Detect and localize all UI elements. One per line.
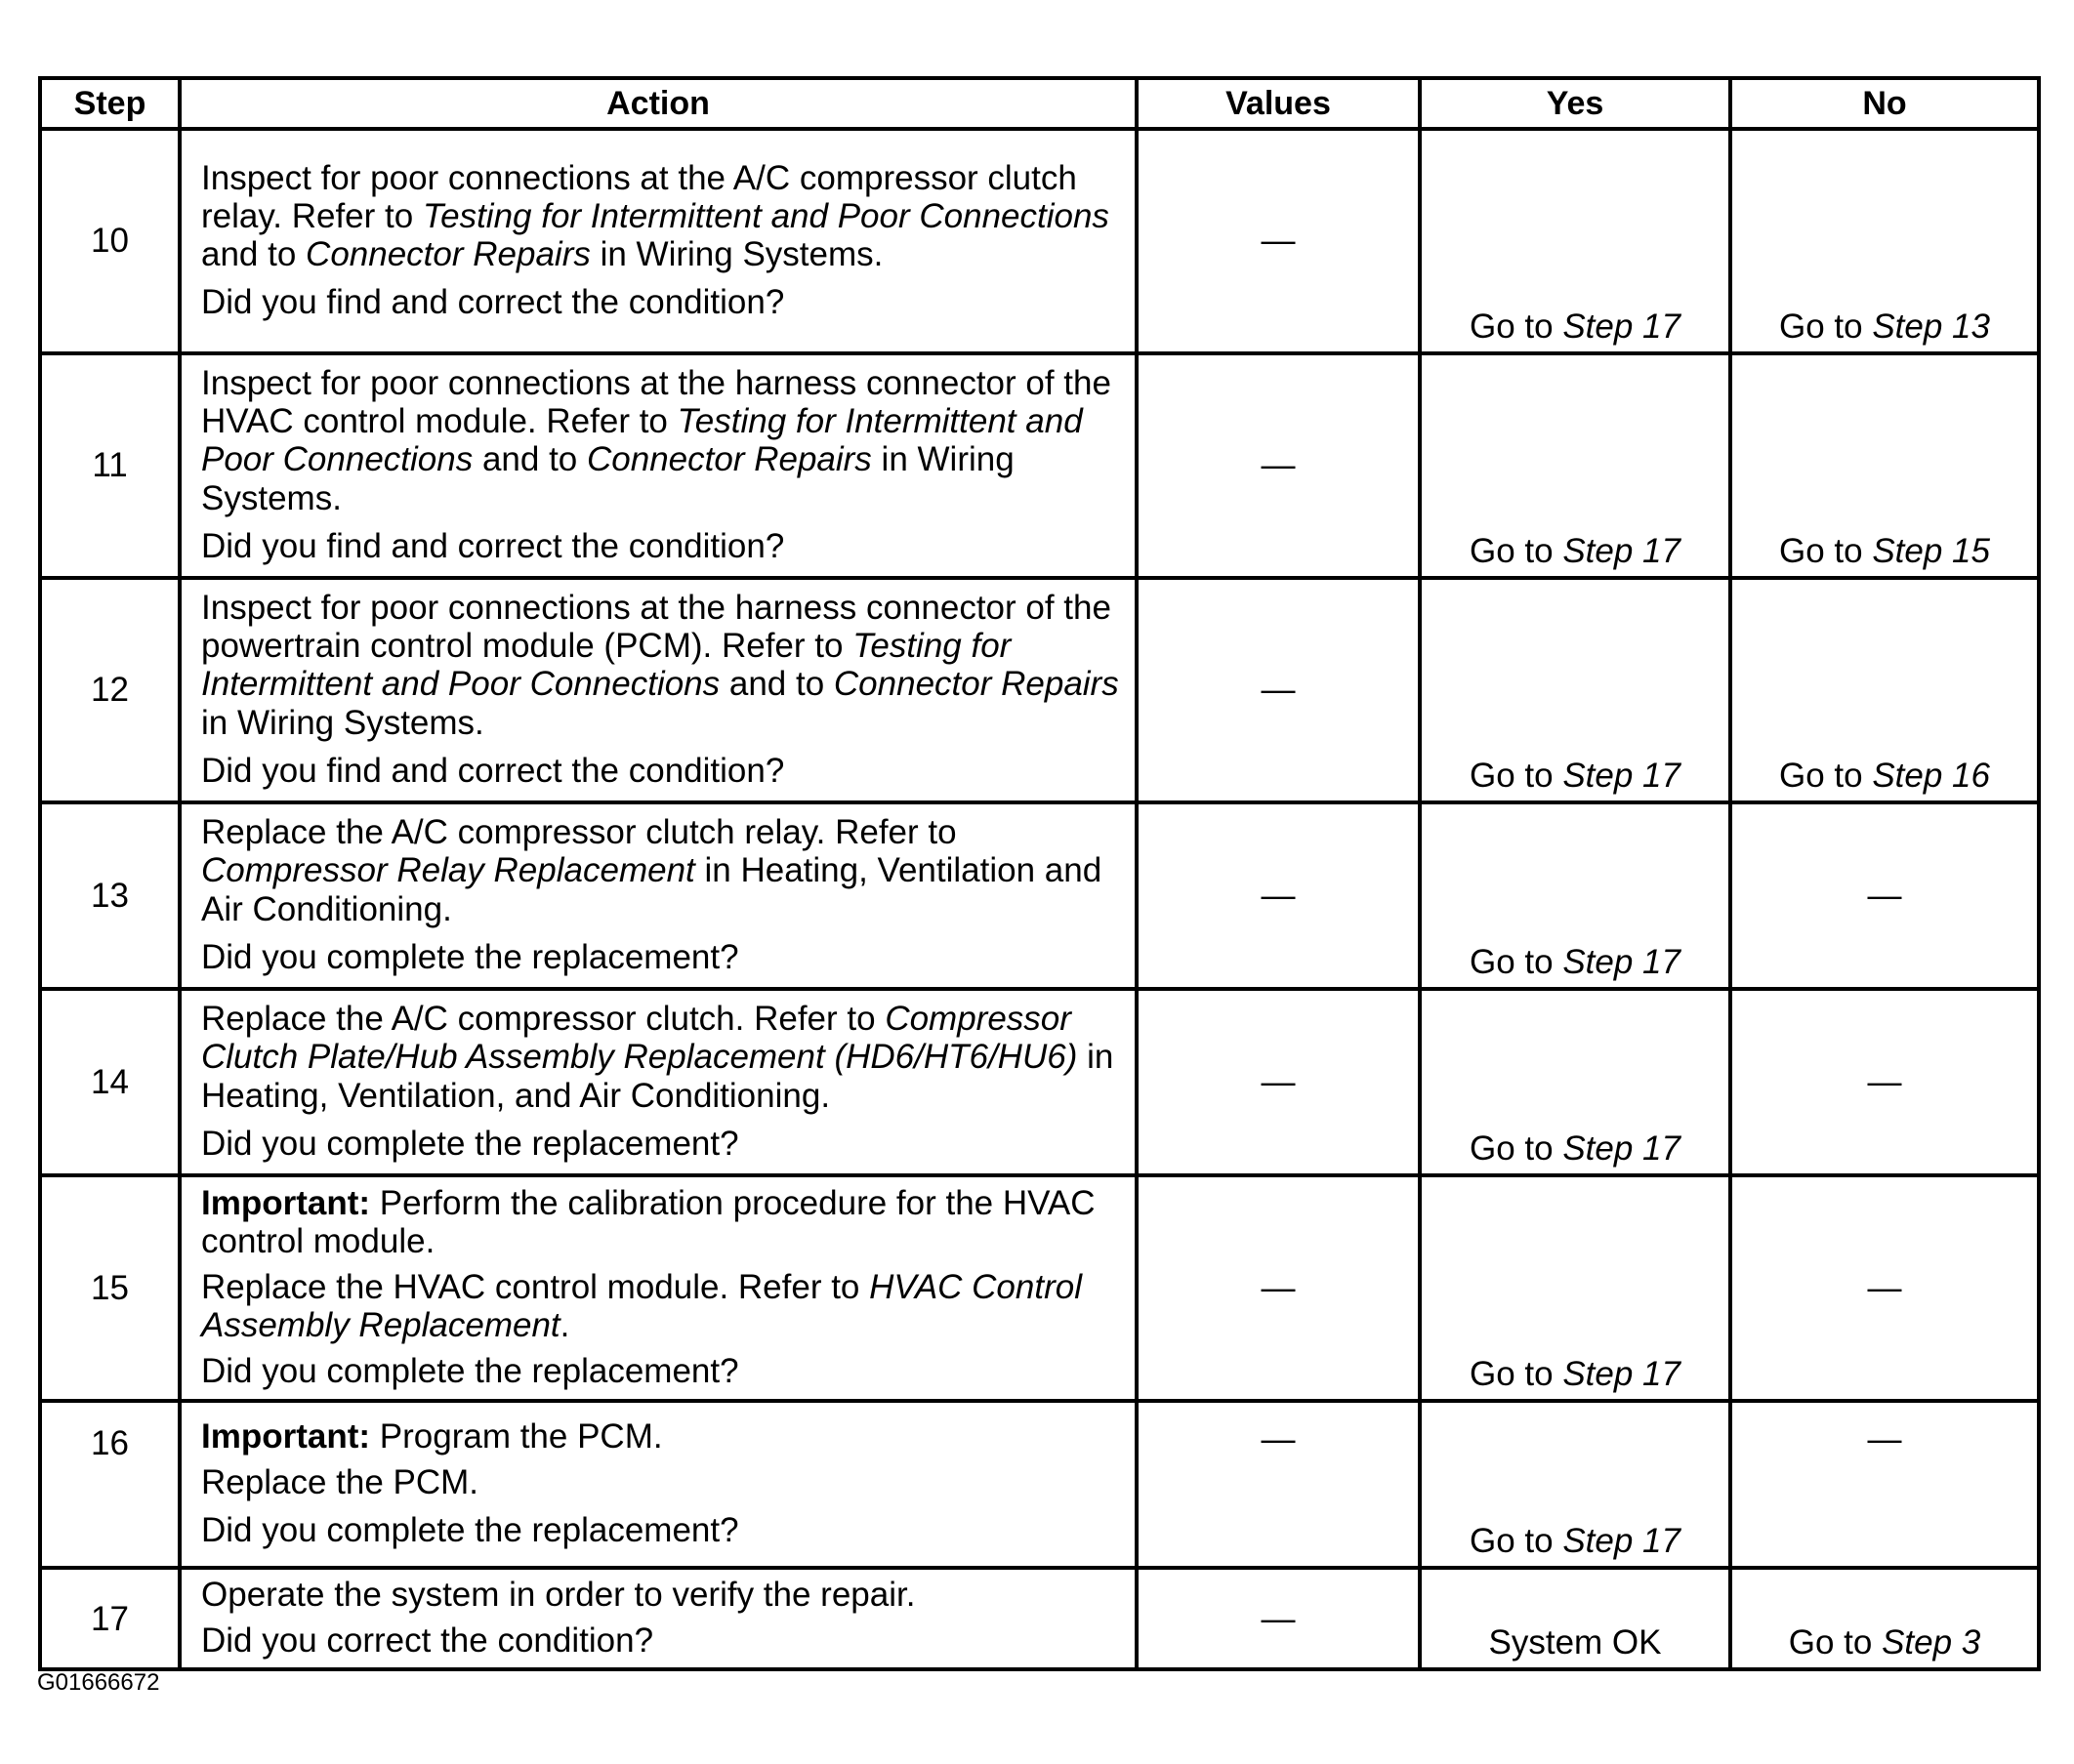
text-run: — (1867, 877, 1902, 916)
no-cell (1730, 1568, 2039, 1669)
header-row (40, 78, 2039, 129)
action-paragraph (201, 1576, 1121, 1614)
reference-text: Compressor Relay Replacement (201, 851, 695, 890)
text-run: Go to (1470, 531, 1563, 570)
text-run: in Wiring Systems. (201, 440, 1015, 517)
text-run: in Heating, Ventilation and Air Conditioning. (201, 851, 1102, 928)
text-run: Replace the PCM. (201, 1462, 479, 1501)
action-paragraph (201, 938, 1121, 976)
text-run: — (1867, 1269, 1902, 1308)
table-body (40, 129, 2039, 1669)
yes-cell (1420, 1175, 1730, 1401)
reference-text: Step 17 (1562, 307, 1680, 346)
text-run: Replace the HVAC control module. Refer to (201, 1267, 870, 1306)
text-run: Did you complete the replacement? (201, 1511, 739, 1550)
text-run: Go to (1470, 942, 1563, 981)
reference-text: Step 3 (1882, 1623, 1981, 1662)
reference-text: Step 15 (1872, 531, 1990, 570)
figure-id: G01666672 (37, 1669, 160, 1696)
no-cell (1730, 1401, 2039, 1568)
action-paragraph (201, 527, 1121, 565)
table-row (40, 129, 2039, 353)
no-cell (1730, 353, 2039, 578)
text-run: Did you find and correct the condition? (201, 526, 785, 565)
no-cell (1730, 802, 2039, 989)
action-paragraph (201, 1621, 1121, 1660)
text-run: Inspect for poor connections at the harness connector of the HVAC control module. Refer to (201, 364, 1111, 441)
text-run: . (560, 1306, 570, 1345)
action-paragraph (201, 752, 1121, 790)
text-run: Inspect for poor connections at the A/C compressor clutch relay. Refer to (201, 158, 1077, 235)
text-run: in Wiring Systems. (590, 235, 884, 273)
values-cell: — (1137, 989, 1420, 1175)
reference-text: HVAC Control Assembly Replacement (201, 1267, 1082, 1345)
reference-text: Testing for Intermittent and Poor Connections (201, 402, 1083, 479)
text-run: Go to (1470, 1128, 1563, 1168)
action-cell (180, 802, 1137, 989)
action-cell (180, 353, 1137, 578)
text-run: Go to (1779, 531, 1873, 570)
action-paragraph (201, 1000, 1121, 1115)
table-row (40, 1568, 2039, 1669)
yes-cell (1420, 802, 1730, 989)
action-paragraph (201, 1268, 1121, 1344)
text-run: Replace the A/C compressor clutch. Refer to (201, 1000, 886, 1039)
table-row (40, 1401, 2039, 1568)
step-number: 12 (40, 578, 180, 802)
text-run: Go to (1470, 307, 1563, 346)
values-cell: — (1137, 353, 1420, 578)
action-paragraph (201, 1417, 1121, 1456)
step-number: 14 (40, 989, 180, 1175)
important-label: Important: (201, 1416, 371, 1456)
values-cell: — (1137, 129, 1420, 353)
text-run: Replace the A/C compressor clutch relay. Refer to (201, 813, 957, 852)
action-paragraph (201, 1511, 1121, 1549)
yes-cell (1420, 1401, 1730, 1568)
text-run: Did you find and correct the condition? (201, 283, 785, 322)
text-run: Perform the calibration procedure for the HVAC control module. (201, 1183, 1096, 1260)
step-number: 10 (40, 129, 180, 353)
action-paragraph (201, 159, 1121, 274)
action-cell (180, 129, 1137, 353)
text-run: in Heating, Ventilation, and Air Conditioning. (201, 1038, 1114, 1115)
values-cell: — (1137, 1175, 1420, 1401)
reference-text: Connector Repairs (587, 440, 872, 479)
step-number: 13 (40, 802, 180, 989)
action-paragraph (201, 1184, 1121, 1260)
action-paragraph (201, 589, 1121, 742)
reference-text: Compressor Clutch Plate/Hub Assembly Replacement (HD6/HT6/HU6) (201, 1000, 1078, 1077)
yes-cell (1420, 1568, 1730, 1669)
table-row (40, 353, 2039, 578)
yes-cell (1420, 989, 1730, 1175)
header-step: Step (40, 78, 180, 129)
text-run: Did you complete the replacement? (201, 1124, 739, 1163)
reference-text: Step 17 (1562, 1128, 1680, 1168)
action-cell (180, 1175, 1137, 1401)
important-label: Important: (201, 1183, 371, 1222)
text-run: and to (473, 440, 587, 479)
text-run: Did you correct the condition? (201, 1621, 654, 1661)
step-number: 17 (40, 1568, 180, 1669)
action-paragraph (201, 813, 1121, 928)
text-run: Go to (1779, 307, 1873, 346)
header-values: Values (1137, 78, 1420, 129)
action-cell (180, 1401, 1137, 1568)
action-cell (180, 1568, 1137, 1669)
no-cell (1730, 1175, 2039, 1401)
reference-text: Step 17 (1562, 756, 1680, 795)
values-cell: — (1137, 802, 1420, 989)
reference-text: Connector Repairs (833, 665, 1119, 704)
diagnostic-table (38, 76, 2041, 1671)
text-run: — (1867, 1063, 1902, 1102)
header-action: Action (180, 78, 1137, 129)
action-paragraph (201, 364, 1121, 517)
header-yes: Yes (1420, 78, 1730, 129)
reference-text: Testing for Intermittent and Poor Connections (201, 627, 1012, 704)
text-run: Operate the system in order to verify the repair. (201, 1576, 916, 1614)
table-row (40, 989, 2039, 1175)
action-cell (180, 578, 1137, 802)
yes-cell (1420, 353, 1730, 578)
text-run: Inspect for poor connections at the harness connector of the powertrain control module (PCM). Refer to (201, 589, 1111, 666)
reference-text: Step 17 (1562, 1521, 1680, 1560)
reference-text: Step 16 (1872, 756, 1990, 795)
text-run: Did you complete the replacement? (201, 937, 739, 976)
yes-cell (1420, 578, 1730, 802)
text-run: Go to (1470, 756, 1563, 795)
text-run: Did you find and correct the condition? (201, 751, 785, 790)
values-cell: — (1137, 1568, 1420, 1669)
reference-text: Step 13 (1872, 307, 1990, 346)
text-run: and to (201, 235, 307, 273)
action-cell (180, 989, 1137, 1175)
reference-text: Connector Repairs (306, 235, 591, 273)
values-cell: — (1137, 578, 1420, 802)
action-paragraph (201, 1463, 1121, 1501)
values-cell: — (1137, 1401, 1420, 1568)
text-run: Program the PCM. (370, 1416, 663, 1456)
action-paragraph (201, 283, 1121, 321)
table-row (40, 578, 2039, 802)
step-number: 15 (40, 1175, 180, 1401)
reference-text: Testing for Intermittent and Poor Connections (422, 196, 1109, 235)
text-run: System OK (1488, 1623, 1662, 1662)
reference-text: Step 17 (1562, 942, 1680, 981)
reference-text: Step 17 (1562, 531, 1680, 570)
yes-cell (1420, 129, 1730, 353)
action-paragraph (201, 1125, 1121, 1163)
table-row (40, 802, 2039, 989)
text-run: Go to (1788, 1623, 1883, 1662)
action-paragraph (201, 1352, 1121, 1390)
reference-text: Step 17 (1562, 1354, 1680, 1393)
text-run: — (1867, 1420, 1902, 1458)
text-run: Go to (1779, 756, 1873, 795)
table-row (40, 1175, 2039, 1401)
text-run: Did you complete the replacement? (201, 1352, 739, 1391)
text-run: Go to (1470, 1521, 1563, 1560)
no-cell (1730, 129, 2039, 353)
text-run: Go to (1470, 1354, 1563, 1393)
header-no: No (1730, 78, 2039, 129)
text-run: and to (720, 665, 834, 704)
no-cell (1730, 578, 2039, 802)
no-cell (1730, 989, 2039, 1175)
step-number: 11 (40, 353, 180, 578)
step-number: 16 (40, 1401, 180, 1568)
text-run: in Wiring Systems. (201, 703, 484, 742)
